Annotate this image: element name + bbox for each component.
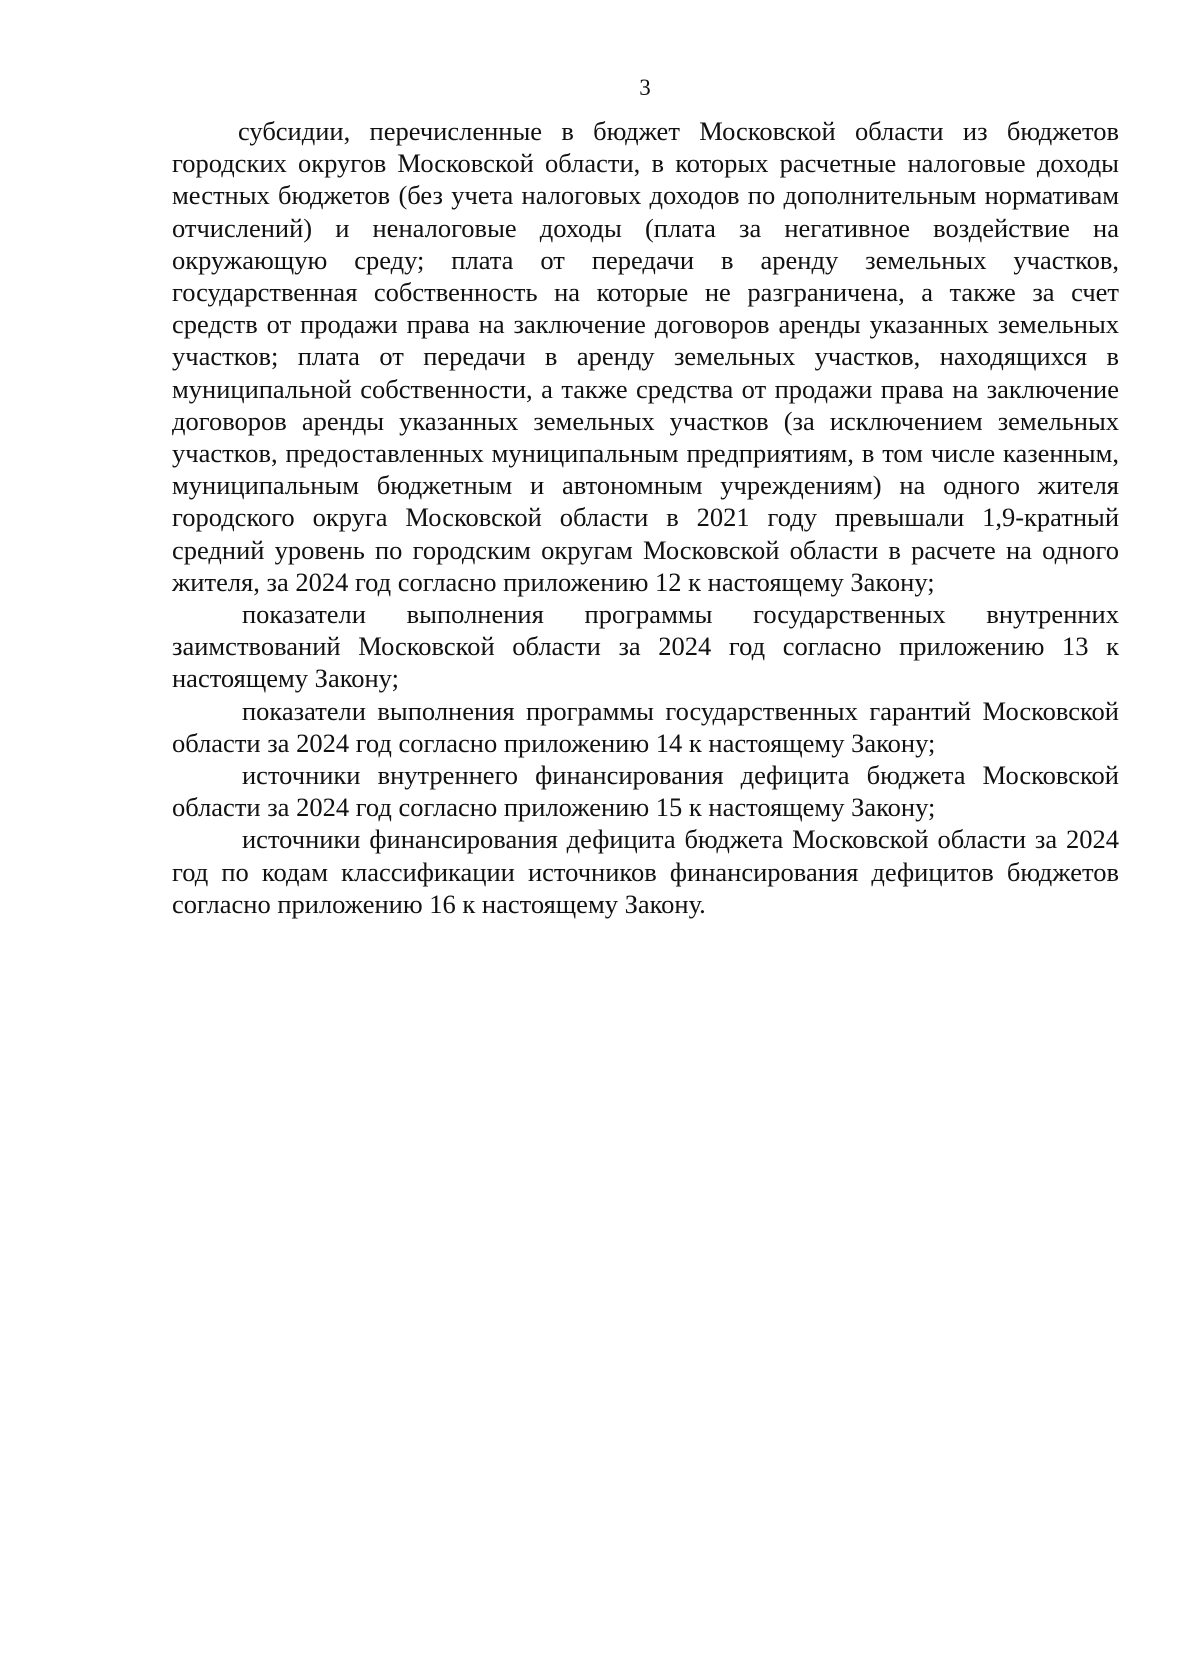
paragraph-guarantees: показатели выполнения программы государственных гарантий Московской области за 2024 год согласно приложению 14 к настоящему Закону; bbox=[172, 695, 1119, 758]
paragraph-internal-financing: источники внутреннего финансирования дефицита бюджета Московской области за 2024 год согласно приложению 15 к настоящему Закону; bbox=[172, 760, 1119, 823]
page-number: 3 bbox=[639, 75, 651, 100]
paragraph-financing-sources: источники финансирования дефицита бюджета Московской области за 2024 год по кодам классификации источников финансирования дефицитов бюджетов согласно приложению 16 к настоящему Закону. bbox=[172, 824, 1119, 919]
paragraph-subsidies: субсидии, перечисленные в бюджет Московской области из бюджетов городских округов Московской области, в которых расчетные налоговые доходы местных бюджетов (без учета налоговых доходов по дополнительным нормативам отчислений) и неналоговые доходы (плата за негативное воздействие на окружающую среду; плата от передачи в аренду земельных участков, государственная собственность на которые не разграничена, а также за счет средств от продажи права на заключение договоров аренды указанных земельных участков; плата от передачи в аренду земельных участков, находящихся в муниципальной собственности, а также средства от продажи права на заключение договоров аренды указанных земельных участков (за исключением земельных участков, предоставленных муниципальным предприятиям, в том числе казенным, муниципальным бюджетным и автономным учреждениям) на одного жителя городского округа Московской области в 2021 году превышали 1,9-кратный средний уровень по городским округам Московской области в расчете на одного жителя, за 2024 год согласно приложению 12 к настоящему Закону; bbox=[172, 116, 1119, 597]
document-body bbox=[172, 115, 1119, 920]
paragraph-borrowings: показатели выполнения программы государственных внутренних заимствований Московской области за 2024 год согласно приложению 13 к настоящему Закону; bbox=[172, 599, 1119, 694]
